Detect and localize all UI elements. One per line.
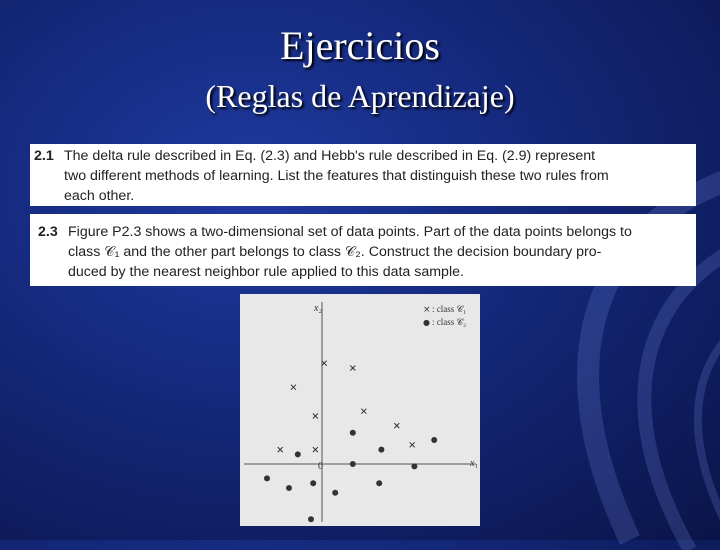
exercise-line: Figure P2.3 shows a two-dimensional set of data points. Part of the data points belongs to [68, 224, 632, 240]
exercise-text [64, 146, 690, 206]
class1-point [291, 385, 296, 390]
class2-point [350, 430, 356, 436]
exercise-line: The delta rule described in Eq. (2.3) and Hebb's rule described in Eq. (2.9) represent [64, 148, 596, 164]
class2-point [308, 516, 314, 522]
class1-point [410, 442, 415, 447]
legend-marker-class1: × [423, 305, 431, 315]
class1-point [313, 414, 318, 419]
exercise-line: two different methods of learning. List the features that distinguish these two rules from [64, 168, 609, 184]
origin-label: 0 [318, 461, 323, 472]
exercise-2-3-card [30, 214, 696, 286]
class2-point [378, 447, 384, 453]
class2-point [431, 437, 437, 443]
class1-point [278, 447, 283, 452]
class2-point [286, 485, 292, 491]
exercise-line: duced by the nearest neighbor rule applied to this data sample. [68, 264, 464, 280]
scatter-figure [240, 294, 480, 526]
scatter-plot [240, 294, 480, 526]
slide-title: Ejercicios [280, 23, 440, 68]
class1-point [361, 409, 366, 414]
class2-point [332, 490, 338, 496]
legend-label-class1: : class 𝒞₁ [432, 304, 467, 314]
class2-point [310, 480, 316, 486]
background-swirl-decoration [480, 150, 720, 550]
class1-point [313, 447, 318, 452]
class1-point [394, 423, 399, 428]
exercise-number: 2.1 [34, 148, 54, 164]
class2-point [350, 461, 356, 467]
exercise-line: each other. [64, 188, 135, 204]
class2-point [376, 480, 382, 486]
slide-subtitle: (Reglas de Aprendizaje) [205, 78, 515, 114]
class2-point [295, 451, 301, 457]
x-axis-label: x₁ [470, 458, 478, 469]
exercise-number: 2.3 [38, 224, 58, 240]
data-points [264, 361, 437, 523]
y-axis-label: x₂ [314, 303, 322, 314]
exercise-2-1-card [30, 144, 696, 206]
legend-label-class2: : class 𝒞₂ [432, 317, 467, 327]
class1-point [350, 366, 355, 371]
exercise-line: class 𝒞₁ and the other part belongs to class 𝒞₂. Construct the decision boundary pro- [68, 244, 602, 260]
class2-point [264, 475, 270, 481]
class2-point [411, 463, 417, 469]
legend-marker-class2: ● [423, 318, 430, 327]
exercise-text [68, 222, 690, 282]
